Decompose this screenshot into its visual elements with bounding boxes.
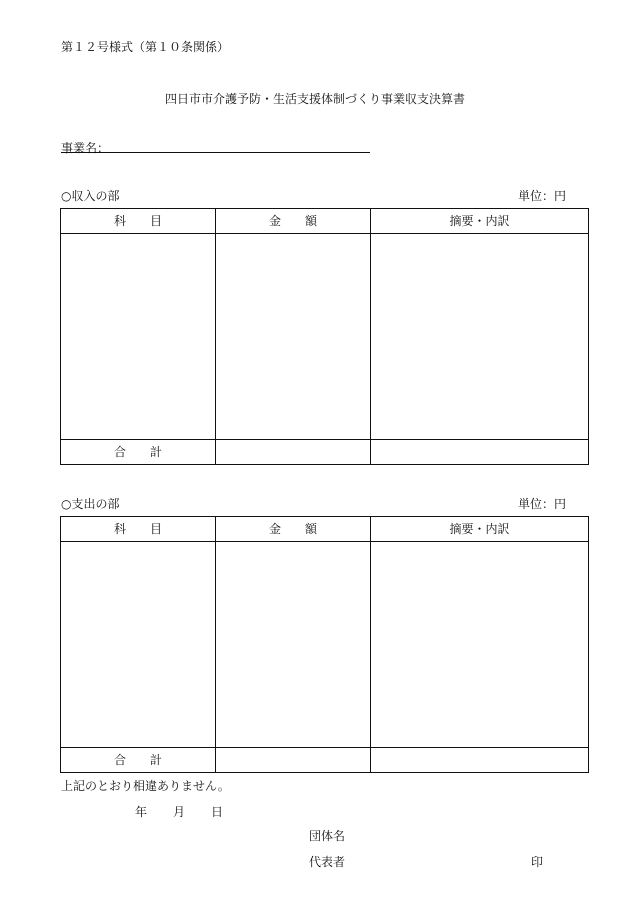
seal-mark: 印 [531, 855, 544, 869]
expense-total-row [61, 748, 589, 773]
document-title: 四日市市介護予防・生活支援体制づくり事業収支決算書 [164, 92, 465, 106]
expense-table [60, 516, 589, 773]
income-col-remarks: 摘要・内訳 [371, 209, 589, 234]
representative-label: 代表者 [309, 855, 346, 869]
expense-unit-label: 単位：円 [518, 497, 567, 511]
income-entry-row [61, 234, 589, 440]
expense-total-amount-cell[interactable] [216, 748, 371, 773]
income-amount-cell[interactable] [216, 234, 371, 440]
income-total-amount-cell[interactable] [216, 440, 371, 465]
income-remarks-cell[interactable] [371, 234, 589, 440]
year-label: 年 [135, 805, 148, 819]
expense-remarks-cell[interactable] [371, 542, 589, 748]
date-line [135, 805, 223, 819]
expense-col-item: 科 目 [61, 517, 216, 542]
income-total-row [61, 440, 589, 465]
expense-section-title: ○支出の部 [61, 497, 120, 511]
expense-item-cell[interactable] [61, 542, 216, 748]
expense-header-row [61, 517, 589, 542]
confirmation-statement: 上記のとおり相違ありません。 [61, 779, 230, 793]
project-name-underline [61, 152, 370, 153]
income-total-remarks-cell[interactable] [371, 440, 589, 465]
income-col-amount: 金 額 [216, 209, 371, 234]
form-number: 第１２号様式（第１０条関係） [61, 40, 230, 54]
month-label: 月 [173, 805, 186, 819]
expense-col-remarks: 摘要・内訳 [371, 517, 589, 542]
income-table [60, 208, 589, 465]
expense-col-amount: 金 額 [216, 517, 371, 542]
expense-total-label: 合 計 [61, 748, 216, 773]
income-col-item: 科 目 [61, 209, 216, 234]
income-unit-label: 単位：円 [518, 189, 567, 203]
income-header-row [61, 209, 589, 234]
income-section-title: ○収入の部 [61, 189, 120, 203]
organization-label: 団体名 [309, 829, 346, 843]
expense-amount-cell[interactable] [216, 542, 371, 748]
project-name-label: 事業名： [61, 141, 110, 155]
income-item-cell[interactable] [61, 234, 216, 440]
expense-total-remarks-cell[interactable] [371, 748, 589, 773]
expense-entry-row [61, 542, 589, 748]
day-label: 日 [211, 805, 224, 819]
income-total-label: 合 計 [61, 440, 216, 465]
